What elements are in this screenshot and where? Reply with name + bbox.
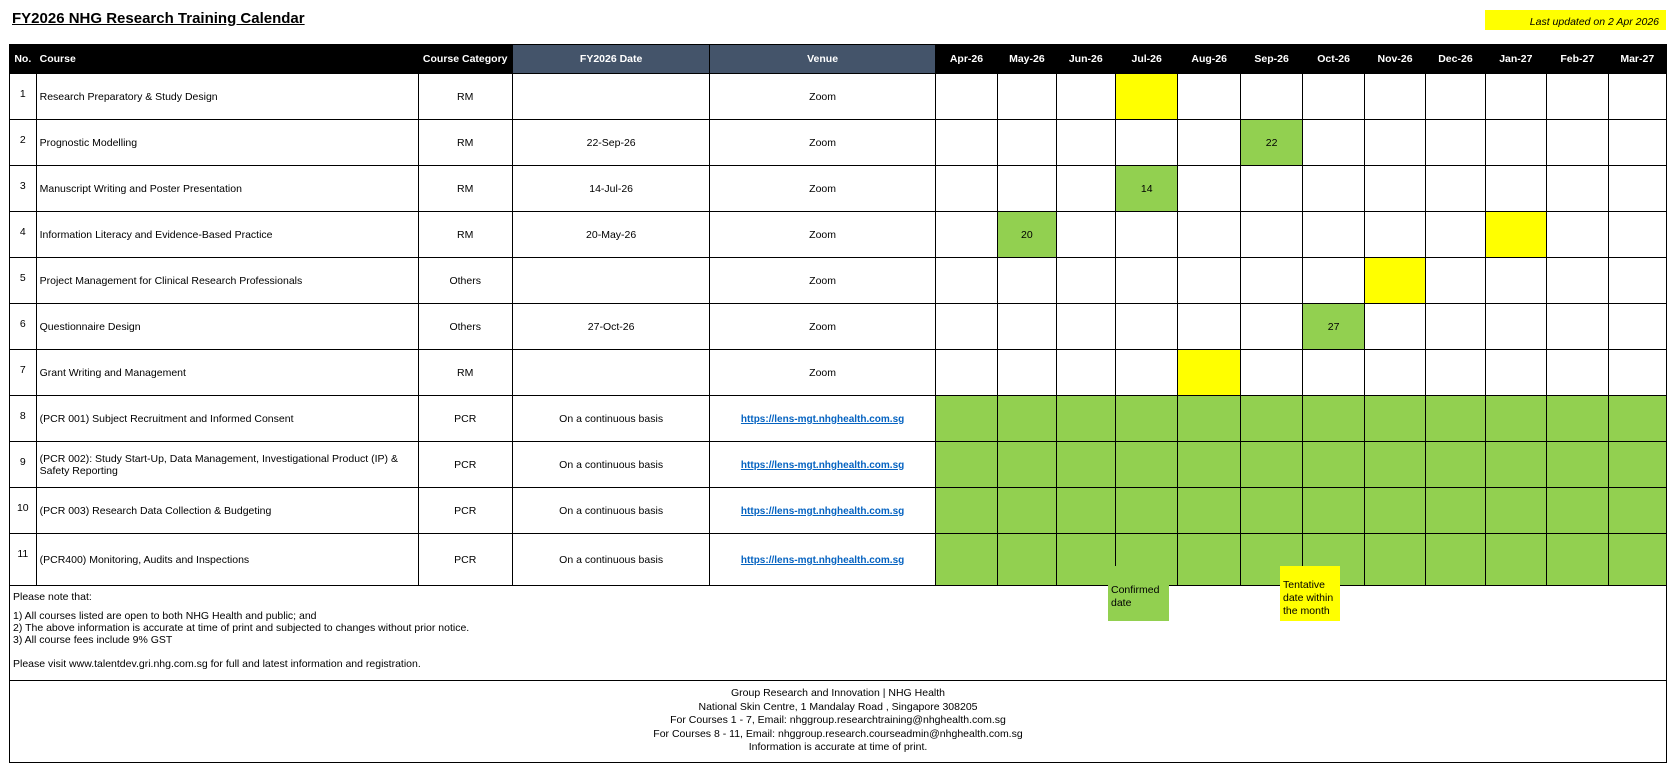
month-cell: 14 <box>1115 166 1177 212</box>
month-cell <box>998 304 1056 350</box>
month-cell <box>1056 166 1115 212</box>
month-cell <box>998 350 1056 396</box>
month-cell <box>1485 442 1546 488</box>
course-date <box>512 74 710 120</box>
header-month: Nov-26 <box>1364 45 1425 74</box>
course-name: Research Preparatory & Study Design <box>36 74 418 120</box>
row-number: 2 <box>10 120 37 166</box>
month-cell <box>1547 350 1608 396</box>
month-cell <box>1426 74 1485 120</box>
month-cell <box>1303 488 1364 534</box>
course-name: Prognostic Modelling <box>36 120 418 166</box>
row-number: 4 <box>10 212 37 258</box>
course-date: On a continuous basis <box>512 488 710 534</box>
month-cell <box>998 258 1056 304</box>
venue-cell: Zoom <box>710 258 935 304</box>
month-cell <box>1178 304 1240 350</box>
course-name: Project Management for Clinical Research Professionals <box>36 258 418 304</box>
month-cell <box>1115 488 1177 534</box>
header-month: Apr-26 <box>935 45 997 74</box>
month-cell <box>1485 488 1546 534</box>
month-cell <box>1240 350 1302 396</box>
training-calendar-table <box>9 44 1667 586</box>
venue-link[interactable]: https://lens-mgt.nhghealth.com.sg <box>740 413 905 425</box>
month-cell <box>1056 74 1115 120</box>
month-cell <box>1364 442 1425 488</box>
month-cell <box>1240 442 1302 488</box>
course-category: RM <box>418 350 512 396</box>
course-category: PCR <box>418 442 512 488</box>
month-cell <box>1547 304 1608 350</box>
header-month: Sep-26 <box>1240 45 1302 74</box>
course-date: 14-Jul-26 <box>512 166 710 212</box>
month-cell <box>1240 304 1302 350</box>
month-cell <box>1303 166 1364 212</box>
month-cell <box>1426 534 1485 586</box>
month-cell <box>1056 350 1115 396</box>
month-cell <box>1608 304 1666 350</box>
month-cell <box>1303 120 1364 166</box>
course-date: 20-May-26 <box>512 212 710 258</box>
month-cell <box>1056 258 1115 304</box>
course-date: On a continuous basis <box>512 534 710 586</box>
month-cell <box>1364 258 1425 304</box>
table-row <box>10 442 1667 488</box>
month-cell <box>1547 488 1608 534</box>
header-course: Course <box>36 45 418 74</box>
month-cell <box>1178 396 1240 442</box>
table-row <box>10 396 1667 442</box>
course-category: RM <box>418 120 512 166</box>
header-month: Mar-27 <box>1608 45 1666 74</box>
header-category: Course Category <box>418 45 512 74</box>
table-row <box>10 212 1667 258</box>
legend-tentative: Tentative date within the month <box>1280 566 1340 621</box>
course-name: (PCR 002): Study Start-Up, Data Management, Investigational Product (IP) & Safety Reporting <box>36 442 418 488</box>
month-cell <box>935 442 997 488</box>
course-name: Questionnaire Design <box>36 304 418 350</box>
month-cell <box>935 74 997 120</box>
course-name: (PCR 003) Research Data Collection & Budgeting <box>36 488 418 534</box>
month-cell <box>1240 212 1302 258</box>
row-number: 3 <box>10 166 37 212</box>
row-number: 5 <box>10 258 37 304</box>
month-cell <box>1485 258 1546 304</box>
month-cell <box>935 396 997 442</box>
month-cell <box>998 396 1056 442</box>
month-cell <box>1178 166 1240 212</box>
row-number: 9 <box>10 442 37 488</box>
month-cell <box>1178 488 1240 534</box>
venue-cell: Zoom <box>710 350 935 396</box>
month-cell <box>1485 166 1546 212</box>
month-cell <box>935 488 997 534</box>
table-header-row <box>10 45 1667 74</box>
month-cell <box>935 534 997 586</box>
row-number: 7 <box>10 350 37 396</box>
course-category: RM <box>418 74 512 120</box>
course-category: PCR <box>418 534 512 586</box>
month-cell <box>935 212 997 258</box>
venue-cell <box>710 534 935 586</box>
month-cell <box>1426 488 1485 534</box>
month-cell <box>1608 488 1666 534</box>
table-row <box>10 120 1667 166</box>
venue-link[interactable]: https://lens-mgt.nhghealth.com.sg <box>740 554 905 566</box>
venue-cell <box>710 442 935 488</box>
venue-cell: Zoom <box>710 212 935 258</box>
venue-cell: Zoom <box>710 304 935 350</box>
month-cell <box>1115 212 1177 258</box>
venue-cell <box>710 488 935 534</box>
month-cell <box>1240 488 1302 534</box>
venue-cell: Zoom <box>710 74 935 120</box>
header-month: Oct-26 <box>1303 45 1364 74</box>
month-cell <box>1485 350 1546 396</box>
month-cell <box>1056 120 1115 166</box>
course-category: Others <box>418 304 512 350</box>
month-cell <box>935 120 997 166</box>
month-cell <box>1178 350 1240 396</box>
page-title: FY2026 NHG Research Training Calendar <box>12 10 305 27</box>
header-month: Dec-26 <box>1426 45 1485 74</box>
header-month: Jun-26 <box>1056 45 1115 74</box>
row-number: 1 <box>10 74 37 120</box>
month-cell <box>1178 120 1240 166</box>
course-category: PCR <box>418 396 512 442</box>
month-cell <box>1056 212 1115 258</box>
month-cell <box>1364 304 1425 350</box>
month-cell <box>1056 534 1115 586</box>
course-name: Grant Writing and Management <box>36 350 418 396</box>
month-cell <box>1240 74 1302 120</box>
month-cell <box>1364 74 1425 120</box>
month-cell <box>1364 120 1425 166</box>
footer-line: For Courses 8 - 11, Email: nhggroup.research.courseadmin@nhghealth.com.sg <box>653 727 1023 740</box>
month-cell <box>935 304 997 350</box>
venue-link[interactable]: https://lens-mgt.nhghealth.com.sg <box>740 505 905 517</box>
month-cell <box>998 74 1056 120</box>
month-cell <box>1426 166 1485 212</box>
notes-section <box>9 579 1667 681</box>
header-no: No. <box>10 45 37 74</box>
month-cell <box>1364 534 1425 586</box>
month-cell <box>1485 120 1546 166</box>
month-cell <box>1608 534 1666 586</box>
month-cell <box>1056 304 1115 350</box>
month-cell <box>998 534 1056 586</box>
header-month: Feb-27 <box>1547 45 1608 74</box>
month-cell <box>1303 396 1364 442</box>
month-cell <box>1426 120 1485 166</box>
footer-line: Group Research and Innovation | NHG Health <box>730 687 945 699</box>
header-date: FY2026 Date <box>512 45 710 74</box>
month-cell <box>1303 258 1364 304</box>
table-row <box>10 488 1667 534</box>
month-cell <box>1547 396 1608 442</box>
footer-line: National Skin Centre, 1 Mandalay Road , Singapore 308205 <box>698 700 978 713</box>
month-cell <box>1485 534 1546 586</box>
month-cell <box>1178 442 1240 488</box>
month-cell <box>1485 74 1546 120</box>
row-number: 10 <box>10 488 37 534</box>
last-updated-badge: Last updated on 2 Apr 2026 <box>1485 10 1666 30</box>
month-cell <box>1608 396 1666 442</box>
month-cell <box>1056 488 1115 534</box>
month-cell <box>1303 212 1364 258</box>
month-cell <box>1608 258 1666 304</box>
month-cell <box>1485 396 1546 442</box>
month-cell <box>1178 212 1240 258</box>
month-cell <box>1056 442 1115 488</box>
month-cell <box>1364 488 1425 534</box>
month-cell <box>1178 258 1240 304</box>
month-cell <box>1485 212 1546 258</box>
month-cell <box>1240 396 1302 442</box>
month-cell <box>1608 166 1666 212</box>
legend-confirmed: Confirmed date <box>1108 566 1169 621</box>
row-number: 6 <box>10 304 37 350</box>
month-cell <box>1364 396 1425 442</box>
month-cell <box>1608 120 1666 166</box>
venue-cell: Zoom <box>710 120 935 166</box>
venue-cell: Zoom <box>710 166 935 212</box>
month-cell <box>1608 74 1666 120</box>
course-date: 27-Oct-26 <box>512 304 710 350</box>
month-cell <box>1115 304 1177 350</box>
month-cell <box>1240 166 1302 212</box>
header-month: Aug-26 <box>1178 45 1240 74</box>
course-name: (PCR400) Monitoring, Audits and Inspections <box>36 534 418 586</box>
month-cell <box>1303 442 1364 488</box>
note-item: 3) All course fees include 9% GST <box>13 634 173 646</box>
month-cell: 27 <box>1303 304 1364 350</box>
month-cell <box>998 442 1056 488</box>
header-month: Jan-27 <box>1485 45 1546 74</box>
venue-cell <box>710 396 935 442</box>
course-date <box>512 258 710 304</box>
note-item: 1) All courses listed are open to both NHG Health and public; and <box>13 610 317 622</box>
month-cell <box>935 258 997 304</box>
month-cell <box>1547 442 1608 488</box>
month-cell <box>1547 166 1608 212</box>
footer-line: Information is accurate at time of print. <box>748 741 928 753</box>
header-venue: Venue <box>710 45 935 74</box>
month-cell <box>1115 396 1177 442</box>
month-cell <box>1364 166 1425 212</box>
month-cell <box>1547 534 1608 586</box>
notes-heading: Please note that: <box>13 591 92 603</box>
month-cell <box>1364 350 1425 396</box>
month-cell <box>1056 396 1115 442</box>
month-cell <box>1547 74 1608 120</box>
header-month: Jul-26 <box>1115 45 1177 74</box>
row-number: 8 <box>10 396 37 442</box>
course-name: (PCR 001) Subject Recruitment and Informed Consent <box>36 396 418 442</box>
month-cell <box>1426 258 1485 304</box>
month-cell <box>998 120 1056 166</box>
month-cell: 20 <box>998 212 1056 258</box>
note-item: 2) The above information is accurate at time of print and subjected to changes without prior notice. <box>13 622 470 634</box>
table-row <box>10 534 1667 586</box>
course-name: Manuscript Writing and Poster Presentation <box>36 166 418 212</box>
course-category: RM <box>418 166 512 212</box>
month-cell <box>1178 74 1240 120</box>
month-cell <box>935 350 997 396</box>
course-date: On a continuous basis <box>512 442 710 488</box>
month-cell <box>1608 212 1666 258</box>
month-cell <box>1608 442 1666 488</box>
month-cell <box>1115 350 1177 396</box>
course-category: RM <box>418 212 512 258</box>
month-cell <box>1547 212 1608 258</box>
month-cell <box>1547 120 1608 166</box>
month-cell: 22 <box>1240 120 1302 166</box>
table-row <box>10 166 1667 212</box>
month-cell <box>1364 212 1425 258</box>
month-cell <box>1426 442 1485 488</box>
month-cell <box>1303 74 1364 120</box>
month-cell <box>1240 258 1302 304</box>
month-cell <box>1547 258 1608 304</box>
course-category: PCR <box>418 488 512 534</box>
table-row <box>10 258 1667 304</box>
month-cell <box>998 166 1056 212</box>
month-cell <box>1485 304 1546 350</box>
header-month: May-26 <box>998 45 1056 74</box>
footer-line: For Courses 1 - 7, Email: nhggroup.researchtraining@nhghealth.com.sg <box>670 714 1006 726</box>
month-cell <box>1426 212 1485 258</box>
notes-visit-text: Please visit www.talentdev.gri.nhg.com.sg for full and latest information and registration. <box>13 658 421 670</box>
month-cell <box>1426 396 1485 442</box>
month-cell <box>1303 350 1364 396</box>
venue-link[interactable]: https://lens-mgt.nhghealth.com.sg <box>740 459 905 471</box>
table-row <box>10 74 1667 120</box>
month-cell <box>1115 442 1177 488</box>
month-cell <box>935 166 997 212</box>
month-cell <box>1115 74 1177 120</box>
course-date <box>512 350 710 396</box>
table-row <box>10 350 1667 396</box>
month-cell <box>1608 350 1666 396</box>
month-cell <box>998 488 1056 534</box>
month-cell <box>1115 258 1177 304</box>
month-cell <box>1426 304 1485 350</box>
month-cell <box>1178 534 1240 586</box>
month-cell <box>1426 350 1485 396</box>
course-date: 22-Sep-26 <box>512 120 710 166</box>
course-category: Others <box>418 258 512 304</box>
footer-contact <box>9 681 1667 763</box>
row-number: 11 <box>10 534 37 586</box>
month-cell <box>1115 120 1177 166</box>
course-date: On a continuous basis <box>512 396 710 442</box>
table-row <box>10 304 1667 350</box>
course-name: Information Literacy and Evidence-Based Practice <box>36 212 418 258</box>
